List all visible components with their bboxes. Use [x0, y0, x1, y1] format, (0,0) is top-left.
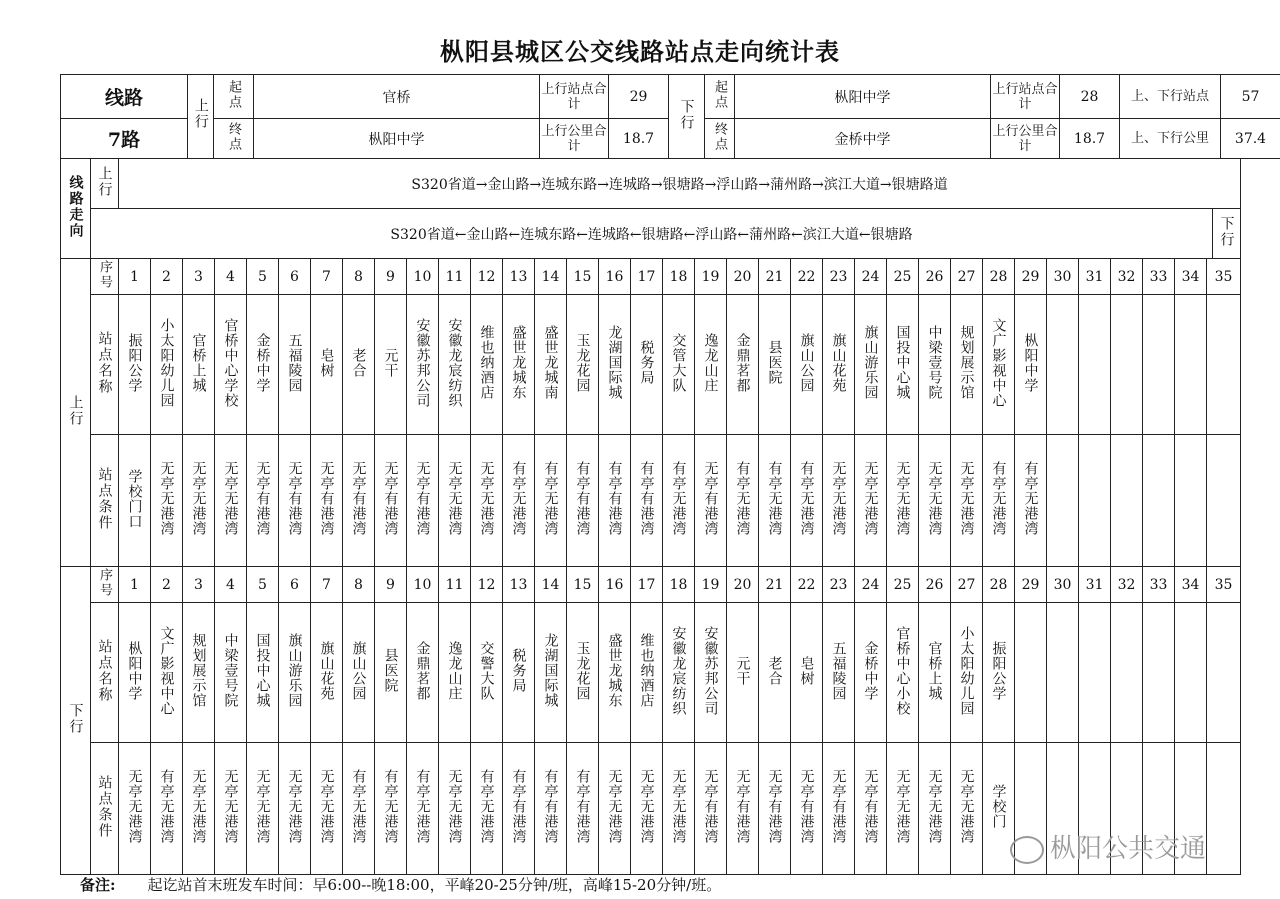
down-station-condition: 无亭无港湾 [318, 769, 335, 844]
up-station-condition: 无亭无港湾 [222, 461, 239, 536]
down-seq-19: 19 [695, 567, 727, 603]
up-station-name: 维也纳酒店 [478, 325, 495, 400]
line-label: 线路 [61, 75, 188, 119]
up-seq-18: 18 [663, 259, 695, 295]
up-seq-14: 14 [535, 259, 567, 295]
down-station-condition: 学校门 [990, 784, 1007, 829]
down-km-value: 18.7 [1060, 119, 1120, 159]
down-station-condition: 无亭无港湾 [286, 769, 303, 844]
up-station-condition: 无亭无港湾 [190, 461, 207, 536]
down-station-name: 税务局 [510, 648, 527, 693]
up-station-name: 安徽龙宸纺织 [446, 317, 463, 408]
up-seq-32: 32 [1111, 259, 1143, 295]
up-seq-6: 6 [279, 259, 311, 295]
up-stops-label: 上行站点合计 [540, 75, 609, 119]
down-station-condition: 无亭有港湾 [702, 769, 719, 844]
up-seq-16: 16 [599, 259, 631, 295]
down-seq-23: 23 [823, 567, 855, 603]
up-station-name: 龙湖国际城 [606, 325, 623, 400]
up-seq-35: 35 [1207, 259, 1241, 295]
up-seq-5: 5 [247, 259, 279, 295]
up-station-name: 国投中心城 [894, 325, 911, 400]
down-station-name: 官桥上城 [926, 640, 943, 701]
down-station-name: 龙湖国际城 [542, 633, 559, 708]
up-station-condition: 有亭无港湾 [766, 461, 783, 536]
up-seq-30: 30 [1047, 259, 1079, 295]
up-station-name: 官桥中心学校 [222, 317, 239, 408]
down-station-condition: 无亭无港湾 [190, 769, 207, 844]
up-station-name-label: 站点名称 [96, 330, 113, 395]
up-seq-27: 27 [951, 259, 983, 295]
down-stops-value: 28 [1060, 75, 1120, 119]
up-station-name: 盛世龙城南 [542, 325, 559, 400]
down-station-name: 维也纳酒店 [638, 633, 655, 708]
down-seq-4: 4 [215, 567, 247, 603]
up-seq-21: 21 [759, 259, 791, 295]
up-station-name: 小太阳幼儿园 [158, 317, 175, 408]
watermark-text: 枞阳公共交通 [1050, 834, 1207, 864]
up-station-condition: 无亭有港湾 [414, 461, 431, 536]
down-station-condition: 有亭无港湾 [382, 769, 399, 844]
down-section-label: 下行 [67, 702, 84, 735]
down-label: 下行 [678, 98, 695, 131]
down-station-condition: 无亭有港湾 [830, 769, 847, 844]
down-seq-16: 16 [599, 567, 631, 603]
up-seq-label: 序号 [97, 259, 112, 290]
down-station-name: 玉龙花园 [574, 640, 591, 701]
down-seq-7: 7 [311, 567, 343, 603]
down-seq-17: 17 [631, 567, 663, 603]
up-station-name: 老合 [350, 347, 367, 378]
up-station-name: 玉龙花园 [574, 332, 591, 393]
up-station-condition: 无亭有港湾 [318, 461, 335, 536]
down-seq-28: 28 [983, 567, 1015, 603]
up-station-name: 官桥上城 [190, 332, 207, 393]
down-km-label: 上行公里合计 [991, 119, 1060, 159]
up-station-condition: 有亭有港湾 [574, 461, 591, 536]
up-station-condition: 无亭有港湾 [382, 461, 399, 536]
note-label: 备注: [80, 876, 116, 894]
down-seq-21: 21 [759, 567, 791, 603]
down-station-condition: 无亭无港湾 [894, 769, 911, 844]
down-station-condition: 有亭无港湾 [350, 769, 367, 844]
down-station-condition: 无亭无港湾 [638, 769, 655, 844]
down-seq-22: 22 [791, 567, 823, 603]
down-station-name: 中梁壹号院 [222, 633, 239, 708]
up-station-condition: 有亭无港湾 [670, 461, 687, 536]
down-station-condition: 无亭有港湾 [862, 769, 879, 844]
down-seq-3: 3 [183, 567, 215, 603]
up-station-condition: 无亭无港湾 [446, 461, 463, 536]
down-station-name: 金鼎茗都 [414, 640, 431, 701]
up-station-condition: 有亭有港湾 [638, 461, 655, 536]
up-station-name: 规划展示馆 [958, 325, 975, 400]
page-title: 枞阳县城区公交线路站点走向统计表 [440, 37, 840, 66]
total-km-label: 上、下行公里 [1120, 119, 1221, 159]
direction-down-label: 下行 [1218, 215, 1235, 248]
up-seq-19: 19 [695, 259, 727, 295]
up-seq-10: 10 [407, 259, 439, 295]
down-station-condition: 无亭有港湾 [798, 769, 815, 844]
up-station-condition: 有亭无港湾 [510, 461, 527, 536]
down-stops-label: 上行站点合计 [991, 75, 1060, 119]
up-station-condition: 有亭无港湾 [990, 461, 1007, 536]
down-station-name-label: 站点名称 [96, 638, 113, 703]
down-seq-34: 34 [1175, 567, 1207, 603]
down-station-name: 逸龙山庄 [446, 640, 463, 701]
down-seq-18: 18 [663, 567, 695, 603]
up-seq-1: 1 [119, 259, 151, 295]
down-seq-24: 24 [855, 567, 887, 603]
down-seq-33: 33 [1143, 567, 1175, 603]
down-seq-29: 29 [1015, 567, 1047, 603]
down-station-condition: 无亭无港湾 [222, 769, 239, 844]
down-station-condition: 无亭无港湾 [254, 769, 271, 844]
up-station-condition: 无亭有港湾 [702, 461, 719, 536]
up-end-label: 终点 [226, 121, 241, 152]
down-seq-31: 31 [1079, 567, 1111, 603]
up-station-name: 县医院 [766, 340, 783, 385]
up-seq-17: 17 [631, 259, 663, 295]
up-km-label: 上行公里合计 [540, 119, 609, 159]
down-station-name: 县医院 [382, 648, 399, 693]
direction-label: 线路走向 [67, 174, 84, 239]
down-seq-8: 8 [343, 567, 375, 603]
down-seq-27: 27 [951, 567, 983, 603]
down-station-name: 五福陵园 [830, 640, 847, 701]
up-station-condition: 有亭无港湾 [542, 461, 559, 536]
down-seq-32: 32 [1111, 567, 1143, 603]
down-seq-6: 6 [279, 567, 311, 603]
direction-table [60, 158, 1241, 259]
down-end-value: 金桥中学 [735, 119, 991, 159]
up-seq-26: 26 [919, 259, 951, 295]
total-stops-value: 57 [1221, 75, 1280, 119]
down-station-name: 安徽苏邦公司 [702, 625, 719, 716]
down-station-name: 国投中心城 [254, 633, 271, 708]
down-seq-2: 2 [151, 567, 183, 603]
header-table [60, 74, 1280, 159]
up-seq-28: 28 [983, 259, 1015, 295]
up-seq-24: 24 [855, 259, 887, 295]
up-label: 上行 [192, 98, 209, 131]
down-station-cond-label: 站点条件 [96, 774, 113, 839]
watermark [1010, 828, 1206, 865]
up-km-value: 18.7 [609, 119, 669, 159]
up-station-name: 振阳公学 [126, 332, 143, 393]
up-station-condition: 无亭无港湾 [158, 461, 175, 536]
up-end-value: 枞阳中学 [254, 119, 540, 159]
up-station-condition: 无亭无港湾 [830, 461, 847, 536]
up-station-condition: 有亭无港湾 [734, 461, 751, 536]
up-start-label: 起点 [226, 79, 241, 110]
down-seq-35: 35 [1207, 567, 1241, 603]
down-station-name: 金桥中学 [862, 640, 879, 701]
down-station-condition: 无亭无港湾 [606, 769, 623, 844]
down-station-name: 旗山游乐园 [286, 633, 303, 708]
up-station-condition: 无亭无港湾 [862, 461, 879, 536]
down-station-condition: 无亭无港湾 [926, 769, 943, 844]
up-station-condition: 有亭无港湾 [1022, 461, 1039, 536]
up-station-name: 逸龙山庄 [702, 332, 719, 393]
down-seq-14: 14 [535, 567, 567, 603]
down-station-condition: 有亭有港湾 [510, 769, 527, 844]
down-station-name: 皂树 [798, 655, 815, 686]
down-station-name: 安徽龙宸纺织 [670, 625, 687, 716]
down-station-condition: 无亭无港湾 [958, 769, 975, 844]
up-station-condition: 有亭有港湾 [606, 461, 623, 536]
note [80, 874, 721, 895]
down-station-name: 规划展示馆 [190, 633, 207, 708]
up-station-name: 盛世龙城东 [510, 325, 527, 400]
up-seq-20: 20 [727, 259, 759, 295]
down-station-name: 盛世龙城东 [606, 633, 623, 708]
down-station-condition: 有亭有港湾 [542, 769, 559, 844]
down-station-condition: 无亭无港湾 [126, 769, 143, 844]
down-station-name: 官桥中心小校 [894, 625, 911, 716]
up-stations-table [60, 258, 1241, 567]
down-seq-20: 20 [727, 567, 759, 603]
up-station-name: 皂树 [318, 347, 335, 378]
down-seq-label: 序号 [97, 567, 112, 598]
up-seq-4: 4 [215, 259, 247, 295]
up-station-name: 枞阳中学 [1022, 332, 1039, 393]
up-seq-25: 25 [887, 259, 919, 295]
wechat-icon [1010, 836, 1044, 864]
down-start-value: 枞阳中学 [735, 75, 991, 119]
down-station-condition: 有亭有港湾 [574, 769, 591, 844]
up-seq-12: 12 [471, 259, 503, 295]
down-station-name: 文广影视中心 [158, 625, 175, 716]
up-seq-11: 11 [439, 259, 471, 295]
down-seq-26: 26 [919, 567, 951, 603]
down-start-label: 起点 [712, 79, 727, 110]
up-station-name: 金桥中学 [254, 332, 271, 393]
up-section-label: 上行 [67, 394, 84, 427]
up-station-name: 税务局 [638, 340, 655, 385]
down-station-condition: 无亭无港湾 [446, 769, 463, 844]
down-station-name: 旗山公园 [350, 640, 367, 701]
up-seq-7: 7 [311, 259, 343, 295]
up-station-name: 旗山花苑 [830, 332, 847, 393]
up-start-value: 官桥 [254, 75, 540, 119]
down-station-name: 老合 [766, 655, 783, 686]
up-station-name: 元干 [382, 347, 399, 378]
up-station-name: 五福陵园 [286, 332, 303, 393]
down-station-name: 交警大队 [478, 640, 495, 701]
down-seq-1: 1 [119, 567, 151, 603]
up-stops-value: 29 [609, 75, 669, 119]
up-seq-33: 33 [1143, 259, 1175, 295]
line-value: 7路 [61, 119, 188, 159]
down-station-condition: 有亭无港湾 [158, 769, 175, 844]
down-route: S320省道←金山路←连城东路←连城路←银塘路←浮山路←蒲州路←滨江大道←银塘路 [91, 209, 1213, 259]
down-seq-10: 10 [407, 567, 439, 603]
up-station-name: 中梁壹号院 [926, 325, 943, 400]
down-station-name: 小太阳幼儿园 [958, 625, 975, 716]
down-station-condition: 有亭无港湾 [478, 769, 495, 844]
direction-up-label: 上行 [96, 165, 113, 198]
up-station-name: 旗山公园 [798, 332, 815, 393]
up-station-condition: 无亭有港湾 [350, 461, 367, 536]
up-station-condition: 无亭无港湾 [478, 461, 495, 536]
up-seq-2: 2 [151, 259, 183, 295]
up-station-condition: 无亭有港湾 [286, 461, 303, 536]
down-station-name: 旗山花苑 [318, 640, 335, 701]
up-seq-9: 9 [375, 259, 407, 295]
up-seq-23: 23 [823, 259, 855, 295]
up-seq-13: 13 [503, 259, 535, 295]
down-seq-15: 15 [567, 567, 599, 603]
up-station-condition: 无亭无港湾 [894, 461, 911, 536]
up-station-condition: 无亭无港湾 [926, 461, 943, 536]
up-station-condition: 无亭无港湾 [958, 461, 975, 536]
down-end-label: 终点 [712, 121, 727, 152]
up-seq-29: 29 [1015, 259, 1047, 295]
down-seq-25: 25 [887, 567, 919, 603]
down-station-name: 元干 [734, 655, 751, 686]
down-seq-11: 11 [439, 567, 471, 603]
down-seq-12: 12 [471, 567, 503, 603]
down-station-condition: 无亭无港湾 [670, 769, 687, 844]
up-station-name: 文广影视中心 [990, 317, 1007, 408]
down-station-condition: 无亭有港湾 [734, 769, 751, 844]
total-km-value: 37.4 [1221, 119, 1280, 159]
up-station-name: 安徽苏邦公司 [414, 317, 431, 408]
up-station-name: 旗山游乐园 [862, 325, 879, 400]
up-seq-8: 8 [343, 259, 375, 295]
up-seq-22: 22 [791, 259, 823, 295]
up-seq-31: 31 [1079, 259, 1111, 295]
note-text: 起讫站首末班发车时间：早6:00--晚18:00，平峰20-25分钟/班，高峰15-20分钟/班。 [147, 876, 722, 894]
down-seq-9: 9 [375, 567, 407, 603]
up-seq-3: 3 [183, 259, 215, 295]
down-seq-30: 30 [1047, 567, 1079, 603]
up-station-condition: 无亭有港湾 [254, 461, 271, 536]
up-station-condition: 学校门口 [126, 468, 143, 529]
down-station-condition: 有亭无港湾 [414, 769, 431, 844]
up-seq-15: 15 [567, 259, 599, 295]
up-station-cond-label: 站点条件 [96, 466, 113, 531]
down-seq-5: 5 [247, 567, 279, 603]
down-station-name: 振阳公学 [990, 640, 1007, 701]
down-seq-13: 13 [503, 567, 535, 603]
down-station-condition: 无亭有港湾 [766, 769, 783, 844]
up-station-name: 金鼎茗都 [734, 332, 751, 393]
total-stops-label: 上、下行站点 [1120, 75, 1221, 119]
down-station-name: 枞阳中学 [126, 640, 143, 701]
up-station-name: 交管大队 [670, 332, 687, 393]
up-seq-34: 34 [1175, 259, 1207, 295]
up-route: S320省道→金山路→连城东路→连城路→银塘路→浮山路→蒲州路→滨江大道→银塘路道 [119, 159, 1241, 209]
up-station-condition: 有亭无港湾 [798, 461, 815, 536]
